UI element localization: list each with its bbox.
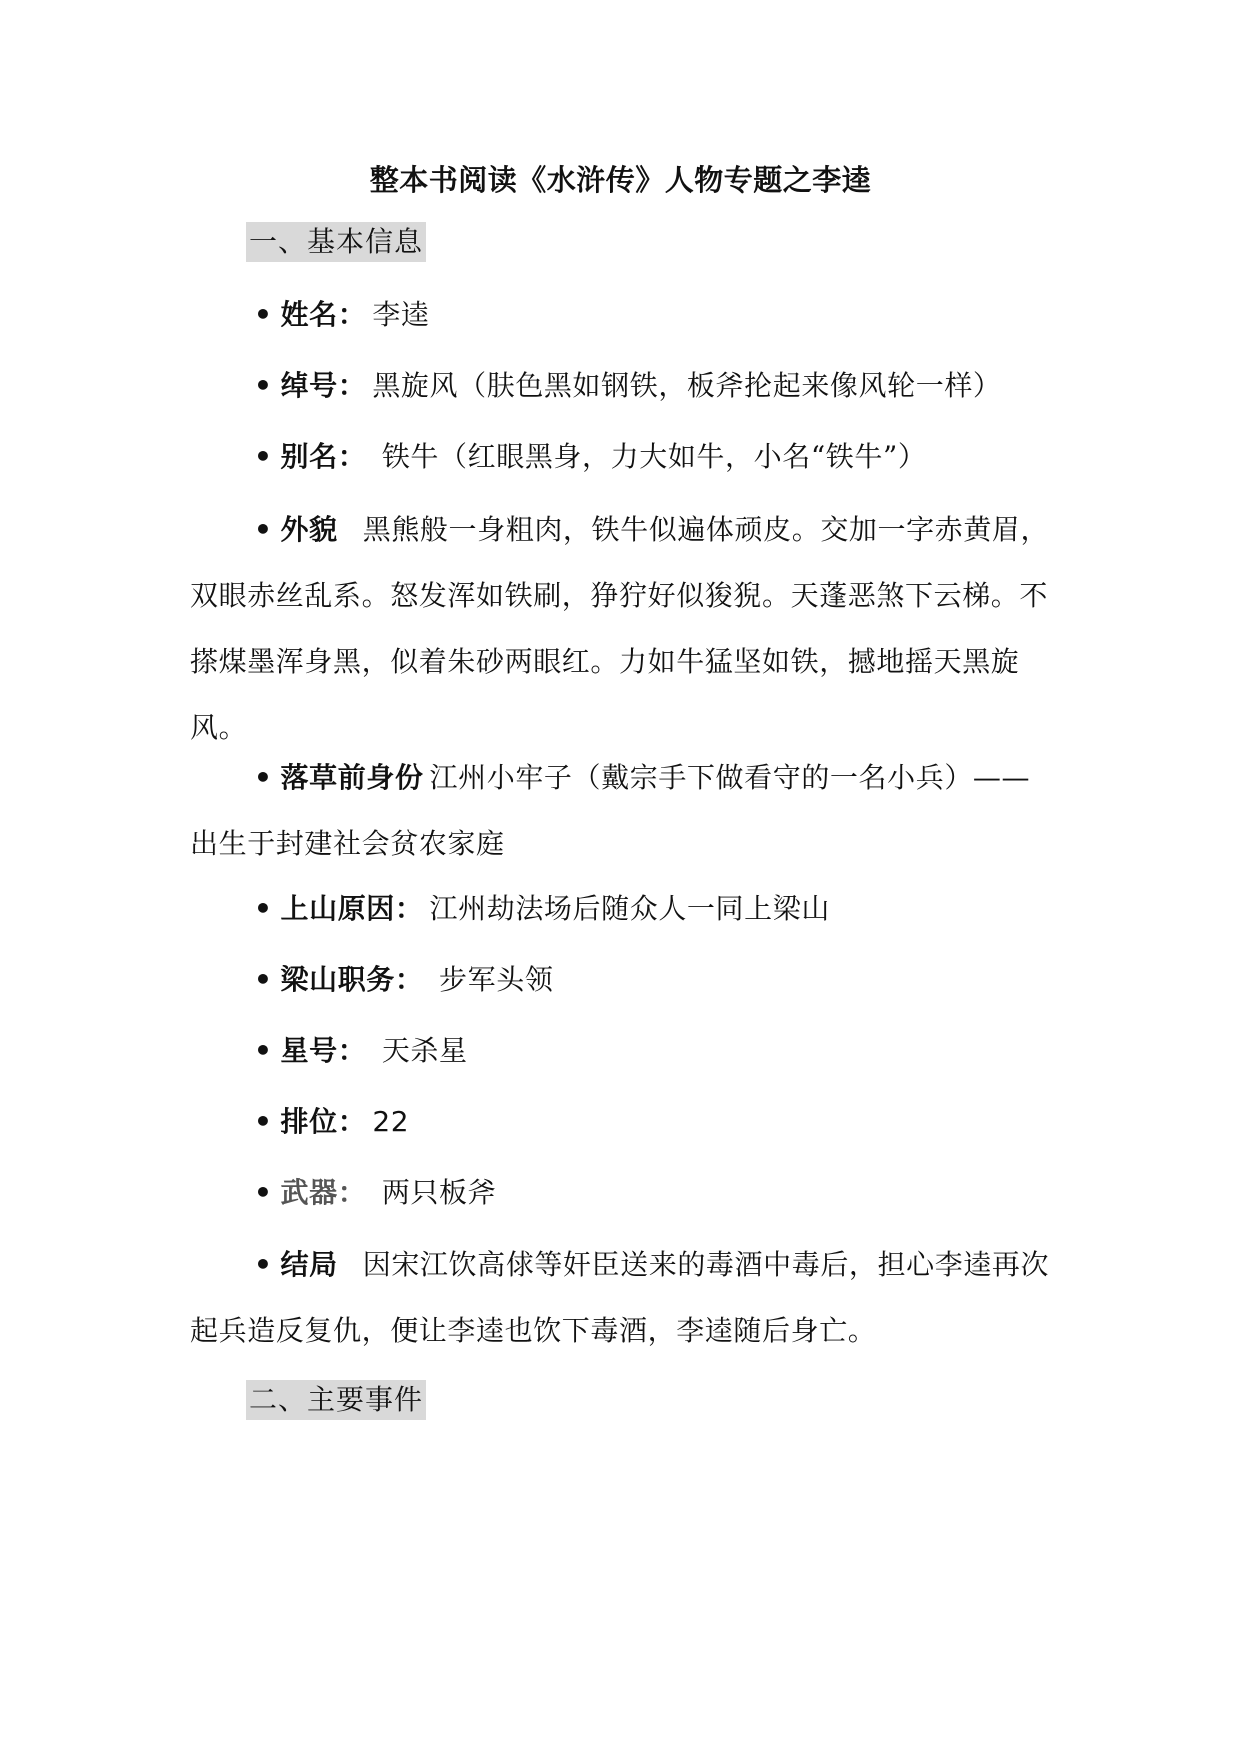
item-label: 排位： [280, 1105, 367, 1138]
item-label: 结局 [280, 1248, 338, 1281]
item-label: 外貌 [280, 513, 338, 546]
item-label: 星号： [280, 1034, 367, 1067]
bullet: • [254, 369, 273, 402]
bullet: • [254, 1105, 273, 1138]
item-value: 黑熊般一身粗肉，铁牛似遍体顽皮。交加一字赤黄眉，双眼赤丝乱系。怒发浑如铁刷，狰狞好似狻猊。天蓬恶煞下云梯。不搽煤墨浑身黑，似着朱砂两眼红。力如牛猛坚如铁，撼地摇天黑旋风。 [190, 513, 1050, 744]
bullet: • [254, 513, 273, 546]
item-label: 上山原因： [280, 892, 424, 925]
item-label: 武器： [280, 1176, 367, 1209]
bullet: • [254, 761, 273, 794]
info-item-reason [190, 876, 1052, 942]
item-value: 铁牛（红眼黑身，力大如牛，小名“铁牛”） [381, 440, 927, 473]
info-item-post [190, 947, 1052, 1013]
info-item-alias [190, 424, 1052, 490]
page-title: 整本书阅读《水浒传》人物专题之李逵 [369, 163, 872, 197]
info-item-nickname [190, 353, 1052, 419]
info-item-ending [190, 1232, 1052, 1364]
item-value: 22 [372, 1105, 410, 1138]
item-label: 梁山职务： [280, 963, 424, 996]
item-label: 姓名： [280, 298, 367, 331]
bullet: • [254, 963, 273, 996]
bullet: • [254, 298, 273, 331]
info-item-former-identity [190, 745, 1052, 877]
item-value: 两只板斧 [381, 1176, 497, 1209]
item-value: 江州劫法场后随众人一同上梁山 [429, 892, 830, 925]
bullet: • [254, 1248, 273, 1281]
bullet: • [254, 892, 273, 925]
item-label: 落草前身份 [280, 761, 424, 794]
item-value: 江州小牢子（戴宗手下做看守的一名小兵）——出生于封建社会贫农家庭 [190, 761, 1031, 860]
item-label: 别名： [280, 440, 367, 473]
item-value: 步军头领 [439, 963, 554, 996]
section-heading-main-events: 二、主要事件 [246, 1380, 426, 1420]
bullet: • [254, 1176, 273, 1209]
item-label: 绰号： [280, 369, 367, 402]
item-value: 黑旋风（肤色黑如钢铁，板斧抡起来像风轮一样） [372, 369, 1002, 402]
info-item-star [190, 1018, 1052, 1084]
section-heading-basic-info: 一、基本信息 [246, 222, 426, 262]
item-value: 天杀星 [381, 1034, 468, 1067]
info-item-rank [190, 1089, 1052, 1155]
item-value: 因宋江饮高俅等奸臣送来的毒酒中毒后，担心李逵再次起兵造反复仇，便让李逵也饮下毒酒，李逵随后身亡。 [190, 1248, 1050, 1347]
info-item-name [190, 282, 1052, 348]
bullet: • [254, 1034, 273, 1067]
info-item-weapon [190, 1160, 1052, 1226]
info-item-appearance [190, 497, 1052, 761]
item-value: 李逵 [372, 298, 430, 331]
bullet: • [254, 440, 273, 473]
